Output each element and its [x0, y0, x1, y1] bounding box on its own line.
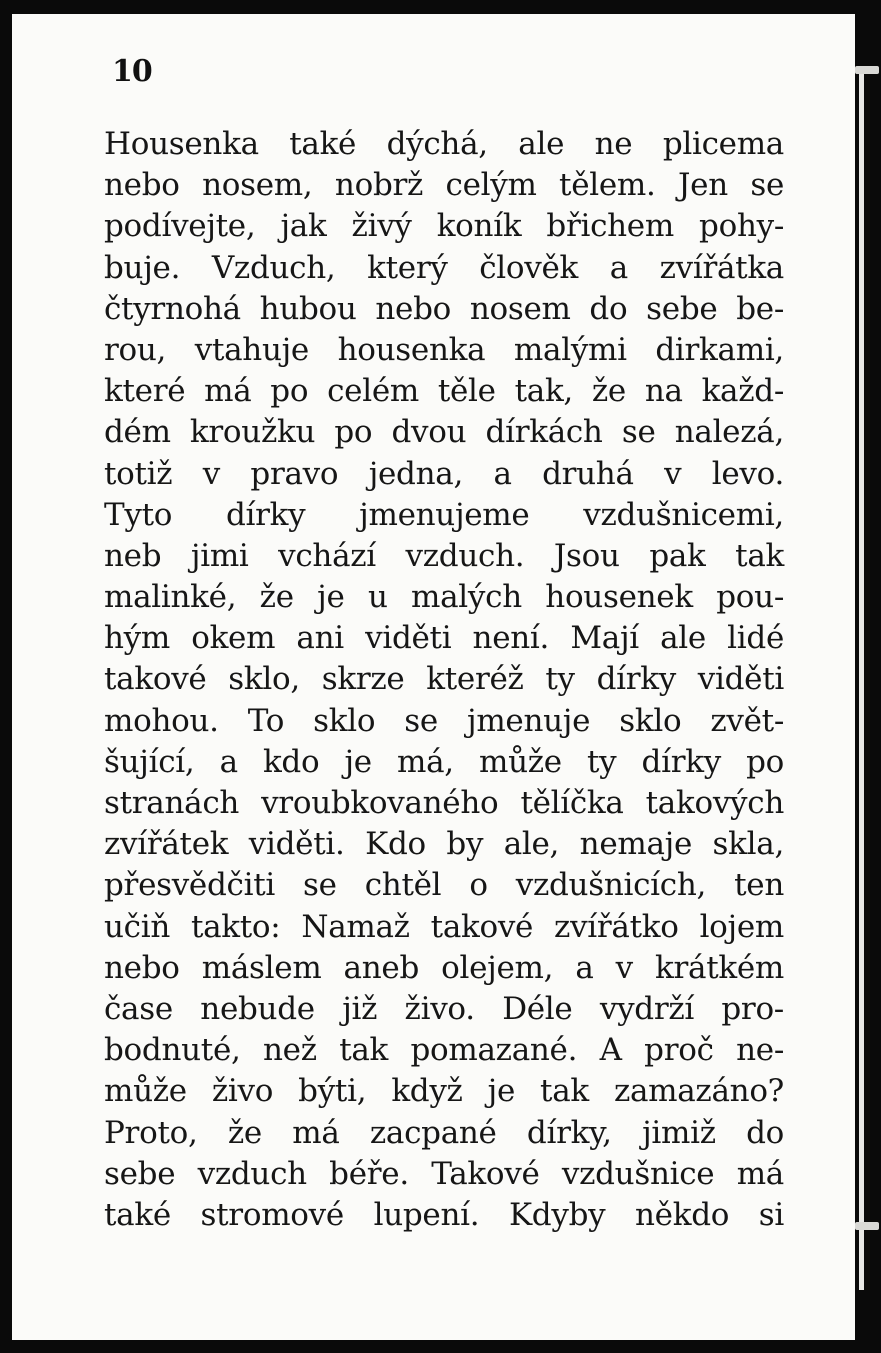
- text-line: Housenka také dýchá, ale ne plicema: [104, 126, 784, 162]
- text-line: přesvědčiti se chtěl o vzdušnicích, ten: [104, 867, 784, 904]
- text-line: nebo nosem, nobrž celým tělem. Jen se: [104, 167, 784, 204]
- text-line: čtyrnohá hubou nebo nosem do sebe be-: [104, 290, 784, 327]
- text-line: stranách vroubkovaného tělíčka takových: [104, 785, 784, 821]
- body-text: [104, 124, 784, 1236]
- page-number: 10: [112, 54, 152, 89]
- text-line: také stromové lupení. Kdyby někdo si: [104, 1196, 784, 1233]
- text-line: Proto, že má zacpané dírky, jimiž do: [104, 1114, 784, 1151]
- text-line: dém kroužku po dvou dírkách se nalezá,: [104, 414, 784, 451]
- text-line: buje. Vzduch, který člověk a zvířátka: [104, 249, 784, 286]
- text-line: mohou. To sklo se jmenuje sklo zvět-: [104, 702, 784, 739]
- binding-mark: [855, 66, 879, 74]
- binding-mark: [855, 1222, 879, 1230]
- text-line: takové sklo, skrze kteréž ty dírky viděti: [104, 661, 784, 698]
- text-line: učiň takto: Namaž takové zvířátko lojem: [104, 908, 784, 945]
- text-line: zvířátek viděti. Kdo by ale, nemaje skla,: [104, 826, 784, 863]
- binding-rule: [859, 70, 864, 1290]
- text-line: šující, a kdo je má, může ty dírky po: [104, 743, 784, 780]
- text-line: může živo býti, když je tak zamazáno?: [104, 1073, 784, 1110]
- text-line: nebo máslem aneb olejem, a v krátkém: [104, 949, 784, 986]
- book-page: [12, 14, 858, 1340]
- text-line: rou, vtahuje housenka malými dirkami,: [104, 331, 784, 368]
- text-line: Tyto dírky jmenujeme vzdušnicemi,: [104, 496, 784, 533]
- text-line: neb jimi vchází vzduch. Jsou pak tak: [104, 537, 784, 574]
- binding-edge: [855, 0, 881, 1353]
- text-line: čase nebude již živo. Déle vydrží pro-: [104, 990, 784, 1027]
- text-line: hým okem ani viděti není. Mají ale lidé: [104, 620, 784, 657]
- text-line: bodnuté, než tak pomazané. A proč ne-: [104, 1032, 784, 1069]
- text-line: podívejte, jak živý koník břichem pohy-: [104, 208, 784, 245]
- text-line: totiž v pravo jedna, a druhá v levo.: [104, 455, 784, 492]
- text-line: malinké, že je u malých housenek pou-: [104, 579, 784, 616]
- text-line: které má po celém těle tak, že na každ-: [104, 373, 784, 410]
- text-line: sebe vzduch béře. Takové vzdušnice má: [104, 1155, 784, 1192]
